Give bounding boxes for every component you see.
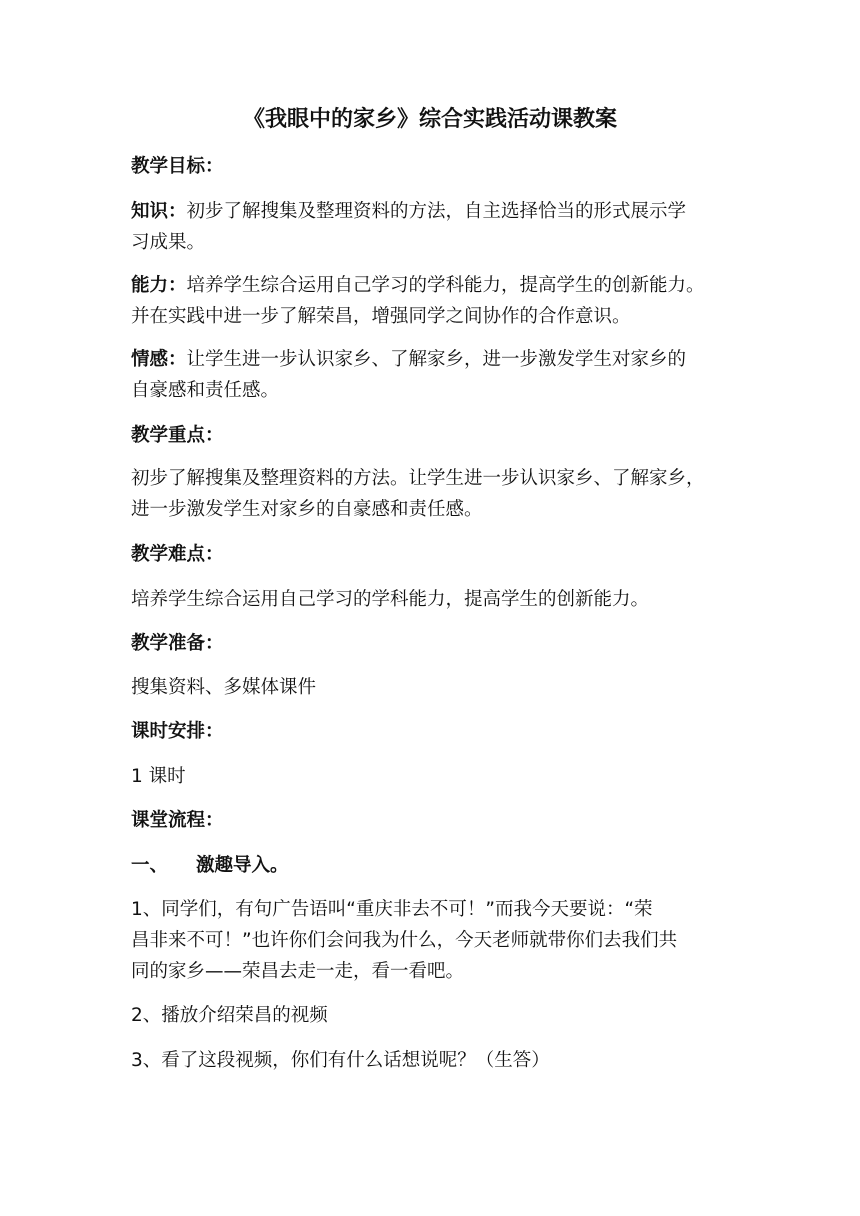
- ability-label: 能力：: [131, 275, 187, 296]
- document-title: 《我眼中的家乡》综合实践活动课教案: [242, 107, 617, 132]
- key-points-heading: 教学重点：: [131, 425, 224, 446]
- knowledge-label: 知识：: [131, 201, 187, 222]
- item-1-line-1: 1、同学们，有句广告语叫“重庆非去不可！”而我今天要说：“荣: [131, 899, 653, 920]
- item-1-line-3: 同的家乡——荣昌去走一走，看一看吧。: [131, 961, 465, 982]
- item-2: 2、播放介绍荣昌的视频: [131, 1005, 328, 1026]
- section-1-number: 一、: [131, 855, 169, 876]
- objectives-heading: 教学目标：: [131, 156, 224, 177]
- knowledge-line-1: [131, 197, 733, 227]
- item-3: 3、看了这段视频，你们有什么话想说呢？（生答）: [131, 1050, 550, 1071]
- schedule-line-1: 1 课时: [131, 766, 186, 787]
- item-1-line-2: 昌非来不可！”也许你们会问我为什么，今天老师就带你们去我们共: [131, 930, 678, 951]
- preparation-heading: 教学准备：: [131, 633, 224, 654]
- ability-text-1: 培养学生综合运用自己学习的学科能力，提高学生的创新能力。: [186, 275, 705, 296]
- schedule-heading: 课时安排：: [131, 721, 224, 742]
- emotion-label: 情感：: [131, 349, 187, 370]
- difficulties-heading: 教学难点：: [131, 544, 224, 565]
- section-1-heading: [131, 851, 733, 881]
- ability-line-2: 并在实践中进一步了解荣昌，增强同学之间协作的合作意识。: [131, 306, 631, 327]
- preparation-line-1: 搜集资料、多媒体课件: [131, 677, 317, 698]
- key-points-line-1: 初步了解搜集及整理资料的方法。让学生进一步认识家乡、了解家乡，: [131, 468, 705, 489]
- knowledge-line-2: 习成果。: [131, 232, 206, 253]
- knowledge-text-1: 初步了解搜集及整理资料的方法，自主选择恰当的形式展示学: [186, 201, 687, 222]
- difficulties-line-1: 培养学生综合运用自己学习的学科能力，提高学生的创新能力。: [131, 589, 650, 610]
- key-points-line-2: 进一步激发学生对家乡的自豪感和责任感。: [131, 499, 483, 520]
- emotion-text-1: 让学生进一步认识家乡、了解家乡，进一步激发学生对家乡的: [186, 349, 687, 370]
- section-1-title: 激趣导入。: [196, 855, 289, 876]
- ability-line-1: [131, 271, 733, 301]
- process-heading: 课堂流程：: [131, 810, 224, 831]
- emotion-line-1: [131, 345, 733, 375]
- emotion-line-2: 自豪感和责任感。: [131, 380, 280, 401]
